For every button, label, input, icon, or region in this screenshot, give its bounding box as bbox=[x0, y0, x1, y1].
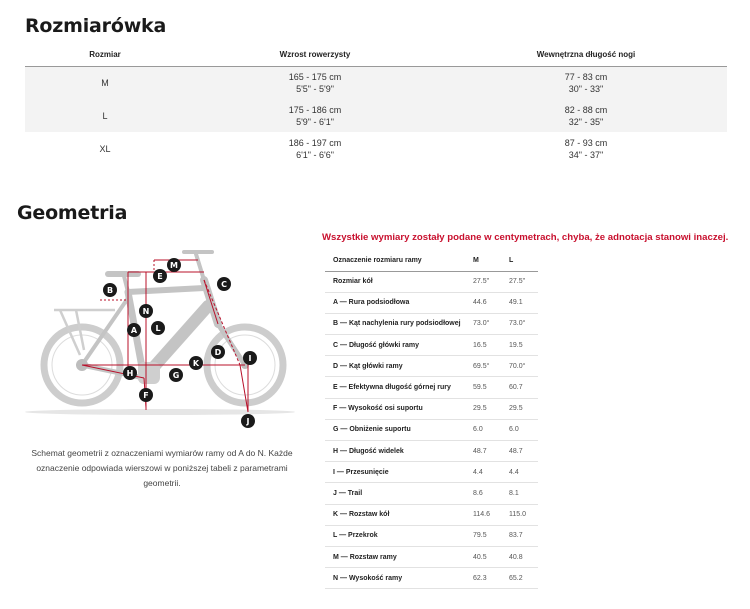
table-row bbox=[325, 335, 538, 356]
value-m-cell: 79.5 bbox=[473, 525, 509, 546]
geometry-label-cell: K — Rozstaw kół bbox=[325, 504, 473, 525]
inseam-cm: 82 - 88 cm bbox=[564, 104, 608, 115]
svg-text:L: L bbox=[155, 324, 161, 333]
geometry-label-cell: E — Efektywna długość górnej rury bbox=[325, 377, 473, 398]
value-l-cell: 73.0° bbox=[509, 313, 538, 334]
inseam-in: 30" - 33" bbox=[568, 83, 604, 94]
table-row bbox=[325, 377, 538, 398]
height-ft: 6'1" - 6'6" bbox=[296, 149, 334, 160]
marker-f bbox=[139, 388, 153, 402]
marker-d bbox=[211, 345, 225, 359]
value-m-cell: 62.3 bbox=[473, 568, 509, 589]
svg-text:I: I bbox=[248, 354, 252, 363]
marker-e bbox=[153, 269, 167, 283]
geometry-label-cell: M — Rozstaw ramy bbox=[325, 546, 473, 567]
inseam-cm: 77 - 83 cm bbox=[564, 71, 608, 82]
table-row bbox=[325, 525, 538, 546]
svg-text:J: J bbox=[246, 417, 250, 426]
height-cm: 186 - 197 cm bbox=[288, 137, 342, 148]
marker-n bbox=[139, 304, 153, 318]
value-l-cell: 4.4 bbox=[509, 462, 538, 483]
inseam-in: 32" - 35" bbox=[568, 116, 604, 127]
table-row bbox=[325, 483, 538, 504]
table-row bbox=[25, 66, 727, 99]
value-l-cell: 65.2 bbox=[509, 568, 538, 589]
col-size: Rozmiar bbox=[25, 44, 185, 66]
height-cell bbox=[185, 132, 445, 165]
value-l-cell: 70.0° bbox=[509, 356, 538, 377]
value-l-cell: 8.1 bbox=[509, 483, 538, 504]
table-row bbox=[325, 292, 538, 313]
svg-text:K: K bbox=[192, 359, 200, 368]
geometry-label-cell: B — Kąt nachylenia rury podsiodłowej bbox=[325, 313, 473, 334]
ground-shadow bbox=[25, 409, 295, 415]
value-m-cell: 44.6 bbox=[473, 292, 509, 313]
table-row bbox=[325, 462, 538, 483]
value-m-cell: 69.5° bbox=[473, 356, 509, 377]
marker-h bbox=[123, 366, 137, 380]
size-cell: XL bbox=[99, 143, 111, 154]
col-inseam: Wewnętrzna długość nogi bbox=[445, 44, 727, 66]
inseam-cell bbox=[445, 132, 727, 165]
marker-a bbox=[127, 323, 141, 337]
value-m-cell: 6.0 bbox=[473, 419, 509, 440]
svg-text:M: M bbox=[170, 261, 178, 270]
svg-text:E: E bbox=[157, 272, 163, 281]
svg-text:N: N bbox=[142, 307, 150, 316]
height-ft: 5'9" - 6'1" bbox=[296, 116, 334, 127]
table-row bbox=[325, 356, 538, 377]
marker-c bbox=[217, 277, 231, 291]
geometry-label-cell: G — Obniżenie suportu bbox=[325, 419, 473, 440]
geometry-label-cell: F — Wysokość osi suportu bbox=[325, 398, 473, 419]
table-row bbox=[325, 441, 538, 462]
height-cell bbox=[185, 99, 445, 132]
value-m-cell: 4.4 bbox=[473, 462, 509, 483]
value-l-cell: 48.7 bbox=[509, 441, 538, 462]
svg-text:F: F bbox=[143, 391, 149, 400]
geometry-label-cell: J — Trail bbox=[325, 483, 473, 504]
height-ft: 5'5" - 5'9" bbox=[296, 83, 334, 94]
value-l-cell: 27.5" bbox=[509, 271, 538, 292]
table-row bbox=[325, 271, 538, 292]
value-l-cell: 19.5 bbox=[509, 335, 538, 356]
geometry-title: Geometria bbox=[17, 202, 128, 224]
marker-b bbox=[103, 283, 117, 297]
geometry-table bbox=[325, 250, 538, 589]
geometry-label-cell: H — Długość widelek bbox=[325, 441, 473, 462]
value-m-cell: 27.5" bbox=[473, 271, 509, 292]
svg-text:C: C bbox=[221, 280, 227, 289]
value-l-cell: 49.1 bbox=[509, 292, 538, 313]
table-row bbox=[325, 419, 538, 440]
bike-geometry-diagram bbox=[20, 240, 300, 430]
inseam-cell bbox=[445, 66, 727, 99]
marker-j bbox=[241, 414, 255, 428]
col-frame-size: Oznaczenie rozmiaru ramy bbox=[325, 250, 473, 271]
table-row bbox=[325, 568, 538, 589]
table-row bbox=[325, 313, 538, 334]
geometry-label-cell: Rozmiar kół bbox=[325, 271, 473, 292]
col-rider-height: Wzrost rowerzysty bbox=[185, 44, 445, 66]
geometry-table-body bbox=[325, 271, 538, 589]
geometry-label-cell: L — Przekrok bbox=[325, 525, 473, 546]
table-row bbox=[325, 546, 538, 567]
marker-i bbox=[243, 351, 257, 365]
size-chart-title: Rozmiarówka bbox=[25, 15, 167, 37]
svg-text:D: D bbox=[214, 348, 222, 357]
value-m-cell: 48.7 bbox=[473, 441, 509, 462]
marker-g bbox=[169, 368, 183, 382]
table-row bbox=[25, 132, 727, 165]
size-cell: M bbox=[25, 66, 185, 99]
table-row bbox=[325, 504, 538, 525]
inseam-cm: 87 - 93 cm bbox=[564, 137, 608, 148]
size-table-header bbox=[25, 44, 727, 66]
value-m-cell: 40.5 bbox=[473, 546, 509, 567]
col-size-m: M bbox=[473, 250, 509, 271]
size-table bbox=[25, 44, 727, 165]
value-m-cell: 8.6 bbox=[473, 483, 509, 504]
value-l-cell: 6.0 bbox=[509, 419, 538, 440]
geometry-label-cell: D — Kąt główki ramy bbox=[325, 356, 473, 377]
value-l-cell: 83.7 bbox=[509, 525, 538, 546]
svg-text:H: H bbox=[126, 369, 134, 378]
geometry-label-cell: I — Przesunięcie bbox=[325, 462, 473, 483]
height-cell bbox=[185, 66, 445, 99]
geometry-label-cell: A — Rura podsiodłowa bbox=[325, 292, 473, 313]
height-cm: 175 - 186 cm bbox=[288, 104, 342, 115]
value-l-cell: 60.7 bbox=[509, 377, 538, 398]
diagram-caption: Schemat geometrii z oznaczeniami wymiarów ramy od A do N. Każde oznaczenie odpowiada wierszowi w poniższej tabeli z parametrami geometrii. bbox=[31, 448, 293, 488]
table-row bbox=[25, 99, 727, 132]
height-cm: 165 - 175 cm bbox=[288, 71, 342, 82]
marker-l bbox=[151, 321, 165, 335]
inseam-in: 34" - 37" bbox=[568, 149, 604, 160]
value-m-cell: 59.5 bbox=[473, 377, 509, 398]
geometry-label-cell: C — Długość główki ramy bbox=[325, 335, 473, 356]
value-l-cell: 40.8 bbox=[509, 546, 538, 567]
value-m-cell: 73.0° bbox=[473, 313, 509, 334]
inseam-cell bbox=[445, 99, 727, 132]
value-l-cell: 115.0 bbox=[509, 504, 538, 525]
value-m-cell: 16.5 bbox=[473, 335, 509, 356]
col-size-l: L bbox=[509, 250, 538, 271]
svg-text:B: B bbox=[106, 286, 114, 295]
svg-text:A: A bbox=[130, 326, 138, 335]
marker-m bbox=[167, 258, 181, 272]
svg-text:G: G bbox=[172, 371, 180, 380]
geometry-table-header bbox=[325, 250, 538, 271]
value-m-cell: 114.6 bbox=[473, 504, 509, 525]
table-row bbox=[325, 398, 538, 419]
geometry-label-cell: N — Wysokość ramy bbox=[325, 568, 473, 589]
value-m-cell: 29.5 bbox=[473, 398, 509, 419]
marker-k bbox=[189, 356, 203, 370]
value-l-cell: 29.5 bbox=[509, 398, 538, 419]
units-note: Wszystkie wymiary zostały podane w centymetrach, chyba, że adnotacja stanowi inaczej. bbox=[322, 232, 729, 243]
size-cell: L bbox=[25, 99, 185, 132]
